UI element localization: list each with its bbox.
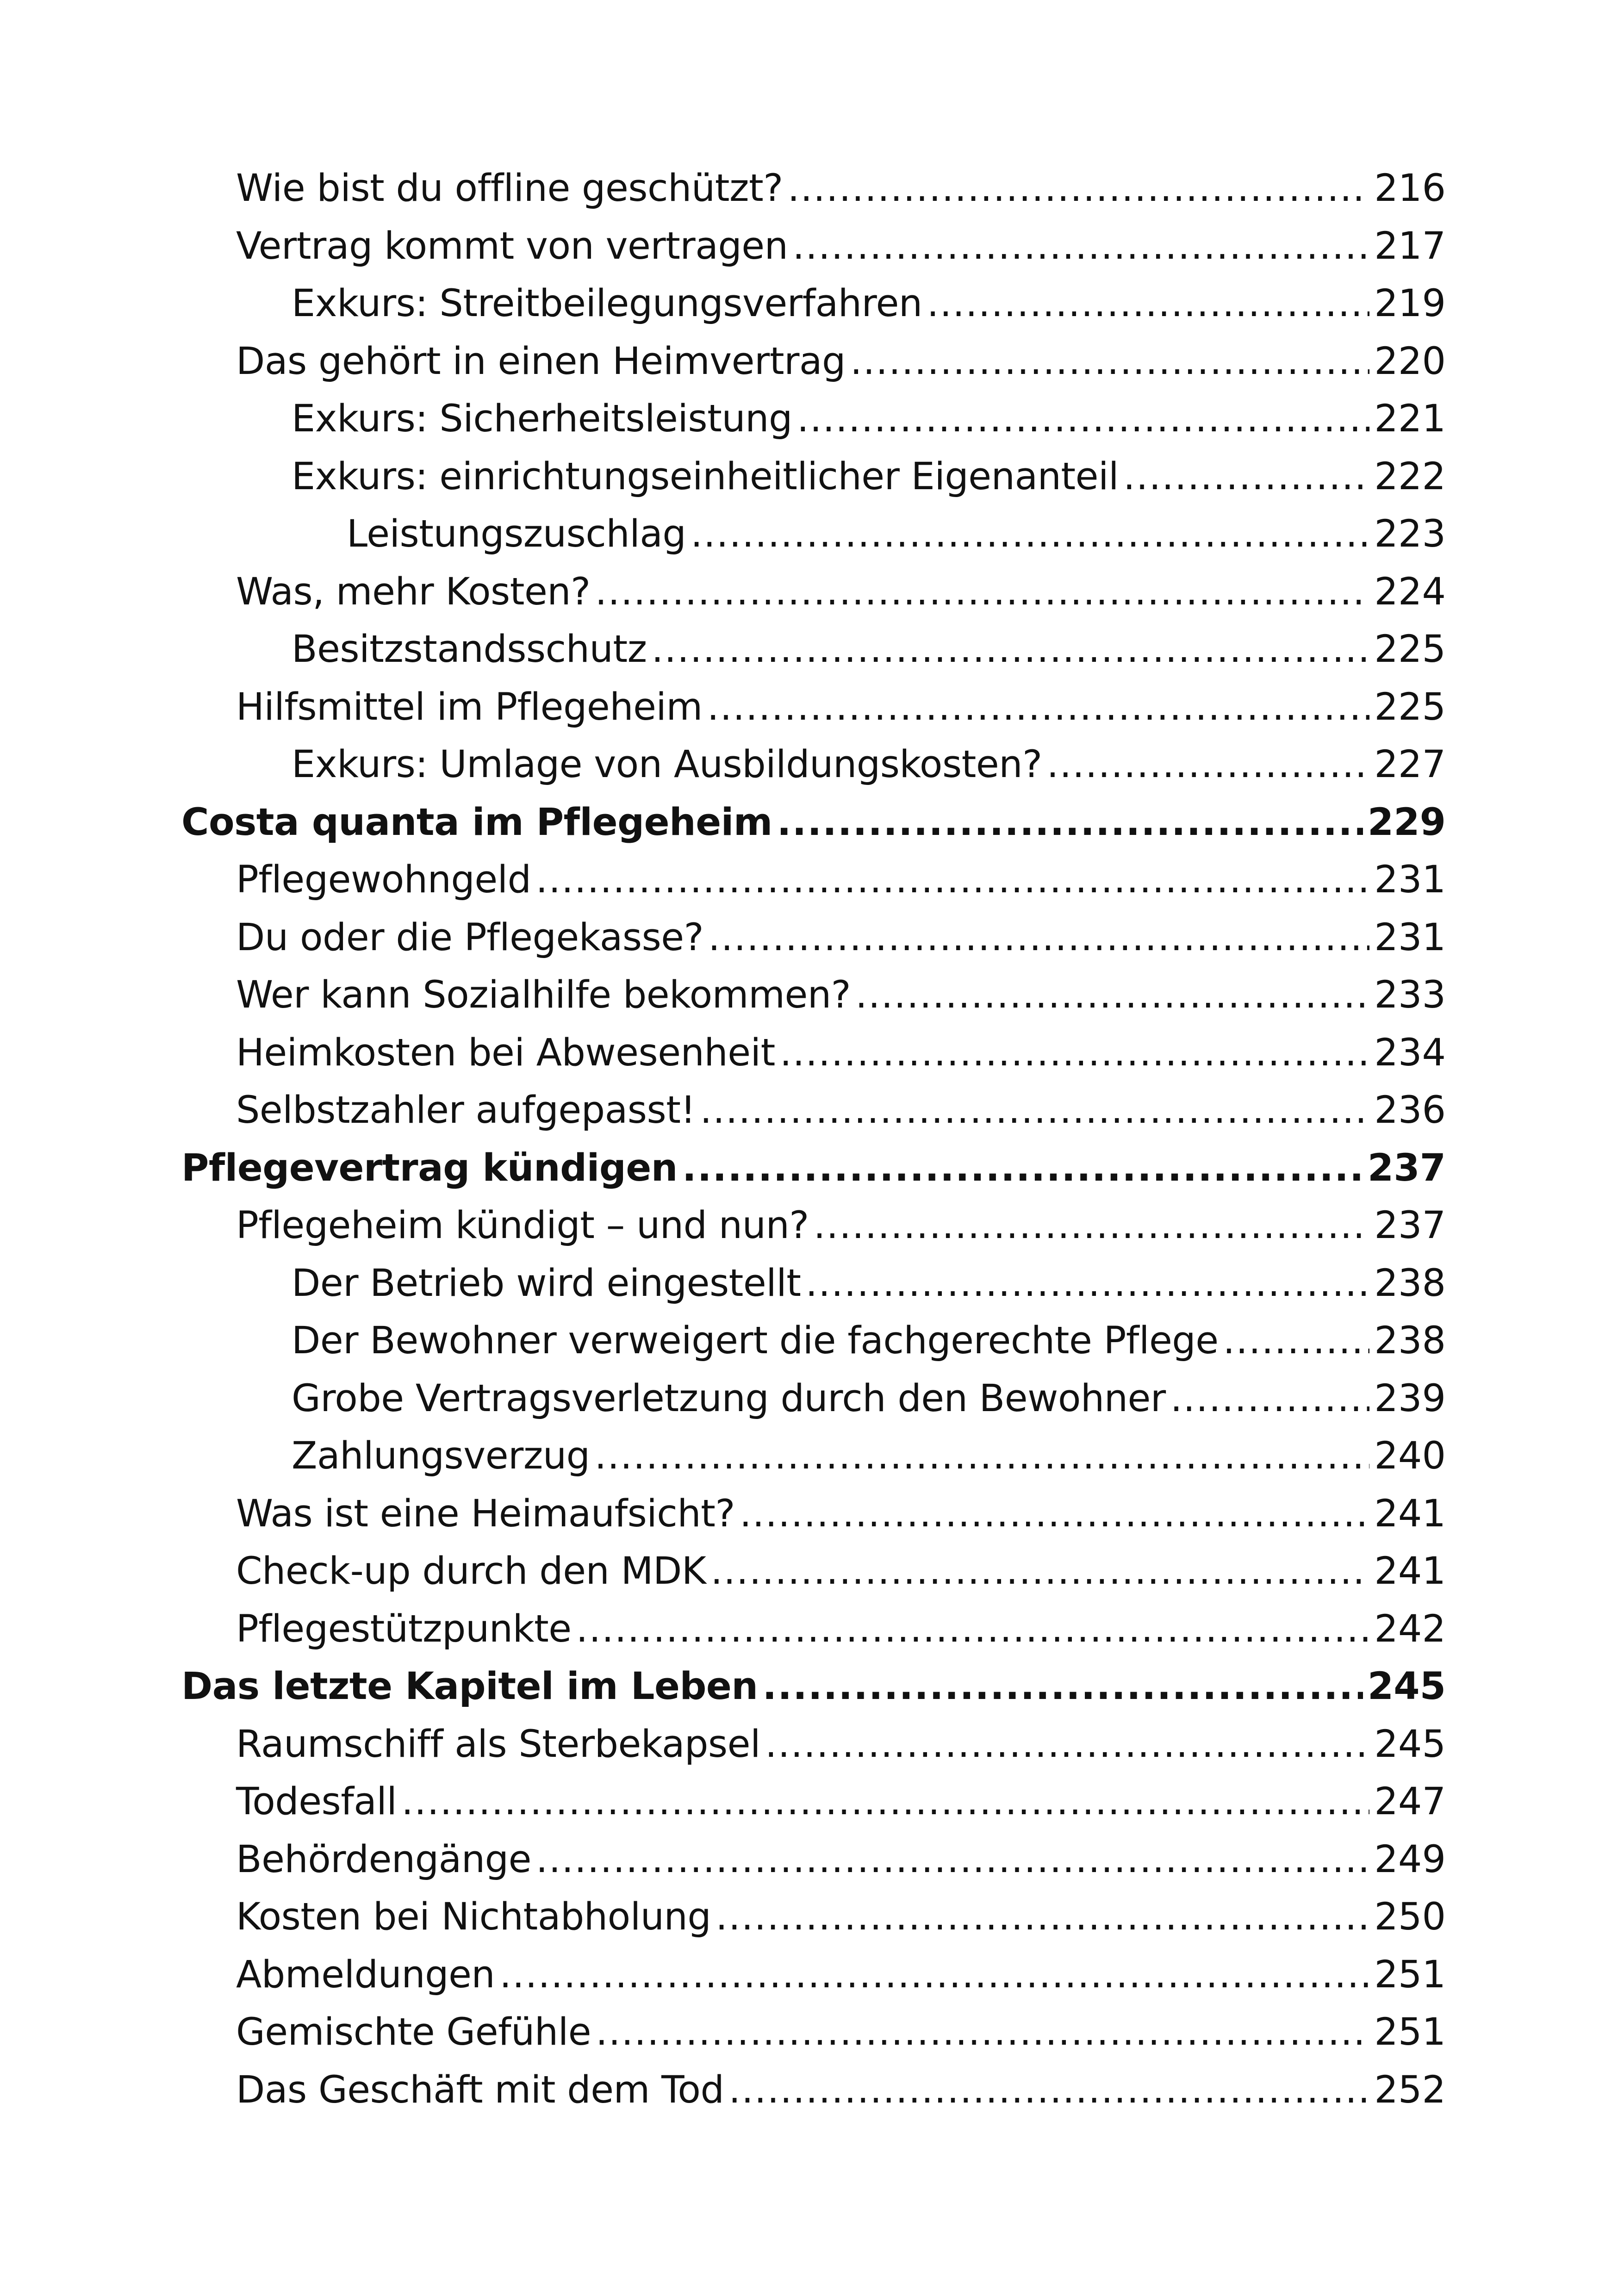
toc-entry-title: Abmeldungen: [236, 1953, 495, 1997]
toc-entry-page: 245: [1374, 1722, 1446, 1766]
toc-entry[interactable]: [181, 1888, 1446, 1946]
dot-leader: [536, 851, 1370, 909]
toc-entry[interactable]: [181, 448, 1446, 506]
toc-entry-title: Das Geschäft mit dem Tod: [236, 2068, 724, 2112]
toc-chapter[interactable]: [181, 794, 1446, 852]
toc-entry-page: 220: [1374, 339, 1446, 383]
toc-entry-title: Behördengänge: [236, 1837, 531, 1881]
toc-chapter[interactable]: [181, 1658, 1446, 1716]
toc-chapter[interactable]: [181, 1139, 1446, 1197]
toc-entry-page: 241: [1374, 1492, 1446, 1536]
toc-entry-page: 227: [1374, 743, 1446, 786]
toc-entry-title: Exkurs: Sicherheitsleistung: [292, 397, 792, 441]
dot-leader: [682, 1139, 1363, 1197]
toc-entry[interactable]: [181, 909, 1446, 967]
toc-entry-page: 239: [1374, 1376, 1446, 1420]
dot-leader: [728, 2061, 1369, 2119]
dot-leader: [850, 333, 1369, 391]
toc-entry-title: Selbstzahler aufgepasst!: [236, 1089, 696, 1132]
toc-entry[interactable]: [181, 1485, 1446, 1543]
toc-entry[interactable]: [181, 1082, 1446, 1139]
toc-entry[interactable]: [181, 1831, 1446, 1889]
toc-entry-page: 237: [1374, 1204, 1446, 1247]
toc-entry-title: Wer kann Sozialhilfe bekommen?: [236, 973, 851, 1017]
toc-entry-page: 238: [1374, 1261, 1446, 1305]
dot-leader: [595, 1427, 1370, 1485]
toc-entry[interactable]: [181, 2061, 1446, 2119]
toc-entry[interactable]: [181, 621, 1446, 678]
dot-leader: [595, 563, 1370, 621]
toc-entry[interactable]: [181, 1600, 1446, 1658]
dot-leader: [499, 1946, 1369, 2004]
toc-entry[interactable]: [181, 851, 1446, 909]
toc-entry[interactable]: [181, 1773, 1446, 1831]
dot-leader: [700, 1082, 1369, 1139]
dot-leader: [780, 1024, 1370, 1082]
dot-leader: [1170, 1370, 1370, 1428]
toc-entry[interactable]: [181, 1427, 1446, 1485]
dot-leader: [814, 1197, 1370, 1255]
toc-entry-title: Der Bewohner verweigert die fachgerechte Pflege: [292, 1319, 1219, 1363]
toc-entry-page: 225: [1374, 628, 1446, 671]
toc-entry-page: 252: [1374, 2068, 1446, 2112]
toc-entry-title: Besitzstandsschutz: [292, 628, 647, 671]
toc-entry-title: Vertrag kommt von vertragen: [236, 224, 788, 268]
dot-leader: [927, 275, 1370, 333]
toc-entry-title: Todesfall: [236, 1780, 397, 1823]
dot-leader: [1123, 448, 1369, 506]
toc-entry-title: Zahlungsverzug: [292, 1434, 590, 1478]
toc-entry[interactable]: [181, 1255, 1446, 1313]
dot-leader: [716, 1888, 1369, 1946]
dot-leader: [707, 678, 1370, 736]
toc-entry-page: 217: [1374, 224, 1446, 268]
toc-entry-page: 251: [1374, 1953, 1446, 1997]
toc-entry-page: 250: [1374, 1895, 1446, 1939]
toc-entry-page: 247: [1374, 1780, 1446, 1823]
toc-entry-page: 231: [1374, 915, 1446, 959]
dot-leader: [1223, 1312, 1370, 1370]
toc-entry-title: Check-up durch den MDK: [236, 1549, 706, 1593]
dot-leader: [576, 1600, 1370, 1658]
toc-entry-page: 219: [1374, 282, 1446, 325]
toc-entry-title: Was ist eine Heimaufsicht?: [236, 1492, 735, 1536]
toc-entry[interactable]: [181, 505, 1446, 563]
toc-entry[interactable]: [181, 1312, 1446, 1370]
toc-entry[interactable]: [181, 736, 1446, 794]
dot-leader: [788, 160, 1370, 218]
toc-entry-page: 242: [1374, 1607, 1446, 1651]
dot-leader: [797, 390, 1369, 448]
toc-entry[interactable]: [181, 1946, 1446, 2004]
dot-leader: [691, 505, 1369, 563]
toc-entry-page: 238: [1374, 1319, 1446, 1363]
dot-leader: [765, 1716, 1369, 1773]
toc-chapter-page: 245: [1367, 1665, 1446, 1708]
toc-entry[interactable]: [181, 1197, 1446, 1255]
toc-entry[interactable]: [181, 1370, 1446, 1428]
toc-entry-title: Exkurs: Streitbeilegungsverfahren: [292, 282, 922, 325]
dot-leader: [711, 1543, 1370, 1600]
toc-entry[interactable]: [181, 1716, 1446, 1773]
toc-entry-title: Exkurs: einrichtungseinheitlicher Eigenanteil: [292, 454, 1119, 498]
toc-entry[interactable]: [181, 333, 1446, 391]
toc-entry-page: 231: [1374, 858, 1446, 902]
toc-entry-page: 222: [1374, 454, 1446, 498]
toc-chapter-title: Costa quanta im Pflegeheim: [181, 800, 772, 844]
toc-entry-page: 233: [1374, 973, 1446, 1017]
dot-leader: [855, 966, 1369, 1024]
table-of-contents: [181, 160, 1446, 2119]
toc-entry-title: Grobe Vertragsverletzung durch den Bewohner: [292, 1376, 1166, 1420]
toc-chapter-page: 237: [1367, 1146, 1446, 1190]
toc-entry-page: 234: [1374, 1031, 1446, 1075]
toc-entry-title: Der Betrieb wird eingestellt: [292, 1261, 801, 1305]
toc-entry-page: 221: [1374, 397, 1446, 441]
toc-entry[interactable]: [181, 390, 1446, 448]
dot-leader: [401, 1773, 1369, 1831]
toc-entry[interactable]: [181, 160, 1446, 218]
dot-leader: [652, 621, 1370, 678]
dot-leader: [708, 909, 1369, 967]
toc-entry-title: Gemischte Gefühle: [236, 2010, 591, 2054]
toc-entry-title: Pflegewohngeld: [236, 858, 531, 902]
toc-entry[interactable]: [181, 275, 1446, 333]
toc-entry-page: 251: [1374, 2010, 1446, 2054]
toc-entry-title: Du oder die Pflegekasse?: [236, 915, 704, 959]
dot-leader: [763, 1658, 1363, 1716]
toc-chapter-title: Das letzte Kapitel im Leben: [181, 1665, 758, 1708]
toc-entry-title: Hilfsmittel im Pflegeheim: [236, 685, 703, 729]
toc-entry[interactable]: [181, 563, 1446, 621]
toc-entry-title: Pflegestützpunkte: [236, 1607, 572, 1651]
toc-entry-page: 236: [1374, 1089, 1446, 1132]
toc-entry[interactable]: [181, 1543, 1446, 1600]
toc-entry-page: 223: [1374, 512, 1446, 556]
toc-entry-title: Leistungszuschlag: [347, 512, 686, 556]
toc-entry[interactable]: [181, 678, 1446, 736]
toc-entry-page: 216: [1374, 167, 1446, 210]
toc-entry-title: Kosten bei Nichtabholung: [236, 1895, 711, 1939]
toc-entry-title: Das gehört in einen Heimvertrag: [236, 339, 846, 383]
toc-entry-page: 240: [1374, 1434, 1446, 1478]
dot-leader: [1047, 736, 1370, 794]
toc-entry-title: Raumschiff als Sterbekapsel: [236, 1722, 760, 1766]
dot-leader: [806, 1255, 1370, 1313]
toc-chapter-page: 229: [1367, 800, 1446, 844]
toc-entry[interactable]: [181, 2004, 1446, 2061]
toc-entry-title: Heimkosten bei Abwesenheit: [236, 1031, 775, 1075]
toc-entry-title: Exkurs: Umlage von Ausbildungskosten?: [292, 743, 1042, 786]
toc-entry[interactable]: [181, 218, 1446, 275]
toc-entry-title: Wie bist du offline geschützt?: [236, 167, 783, 210]
dot-leader: [777, 794, 1363, 852]
dot-leader: [740, 1485, 1369, 1543]
toc-entry[interactable]: [181, 966, 1446, 1024]
toc-entry-page: 241: [1374, 1549, 1446, 1593]
toc-entry-title: Pflegeheim kündigt – und nun?: [236, 1204, 809, 1247]
toc-entry-page: 225: [1374, 685, 1446, 729]
dot-leader: [596, 2004, 1369, 2061]
toc-entry-page: 249: [1374, 1837, 1446, 1881]
toc-entry[interactable]: [181, 1024, 1446, 1082]
toc-chapter-title: Pflegevertrag kündigen: [181, 1146, 678, 1190]
toc-entry-title: Was, mehr Kosten?: [236, 570, 591, 614]
toc-entry-page: 224: [1374, 570, 1446, 614]
dot-leader: [792, 218, 1369, 275]
dot-leader: [536, 1831, 1369, 1889]
